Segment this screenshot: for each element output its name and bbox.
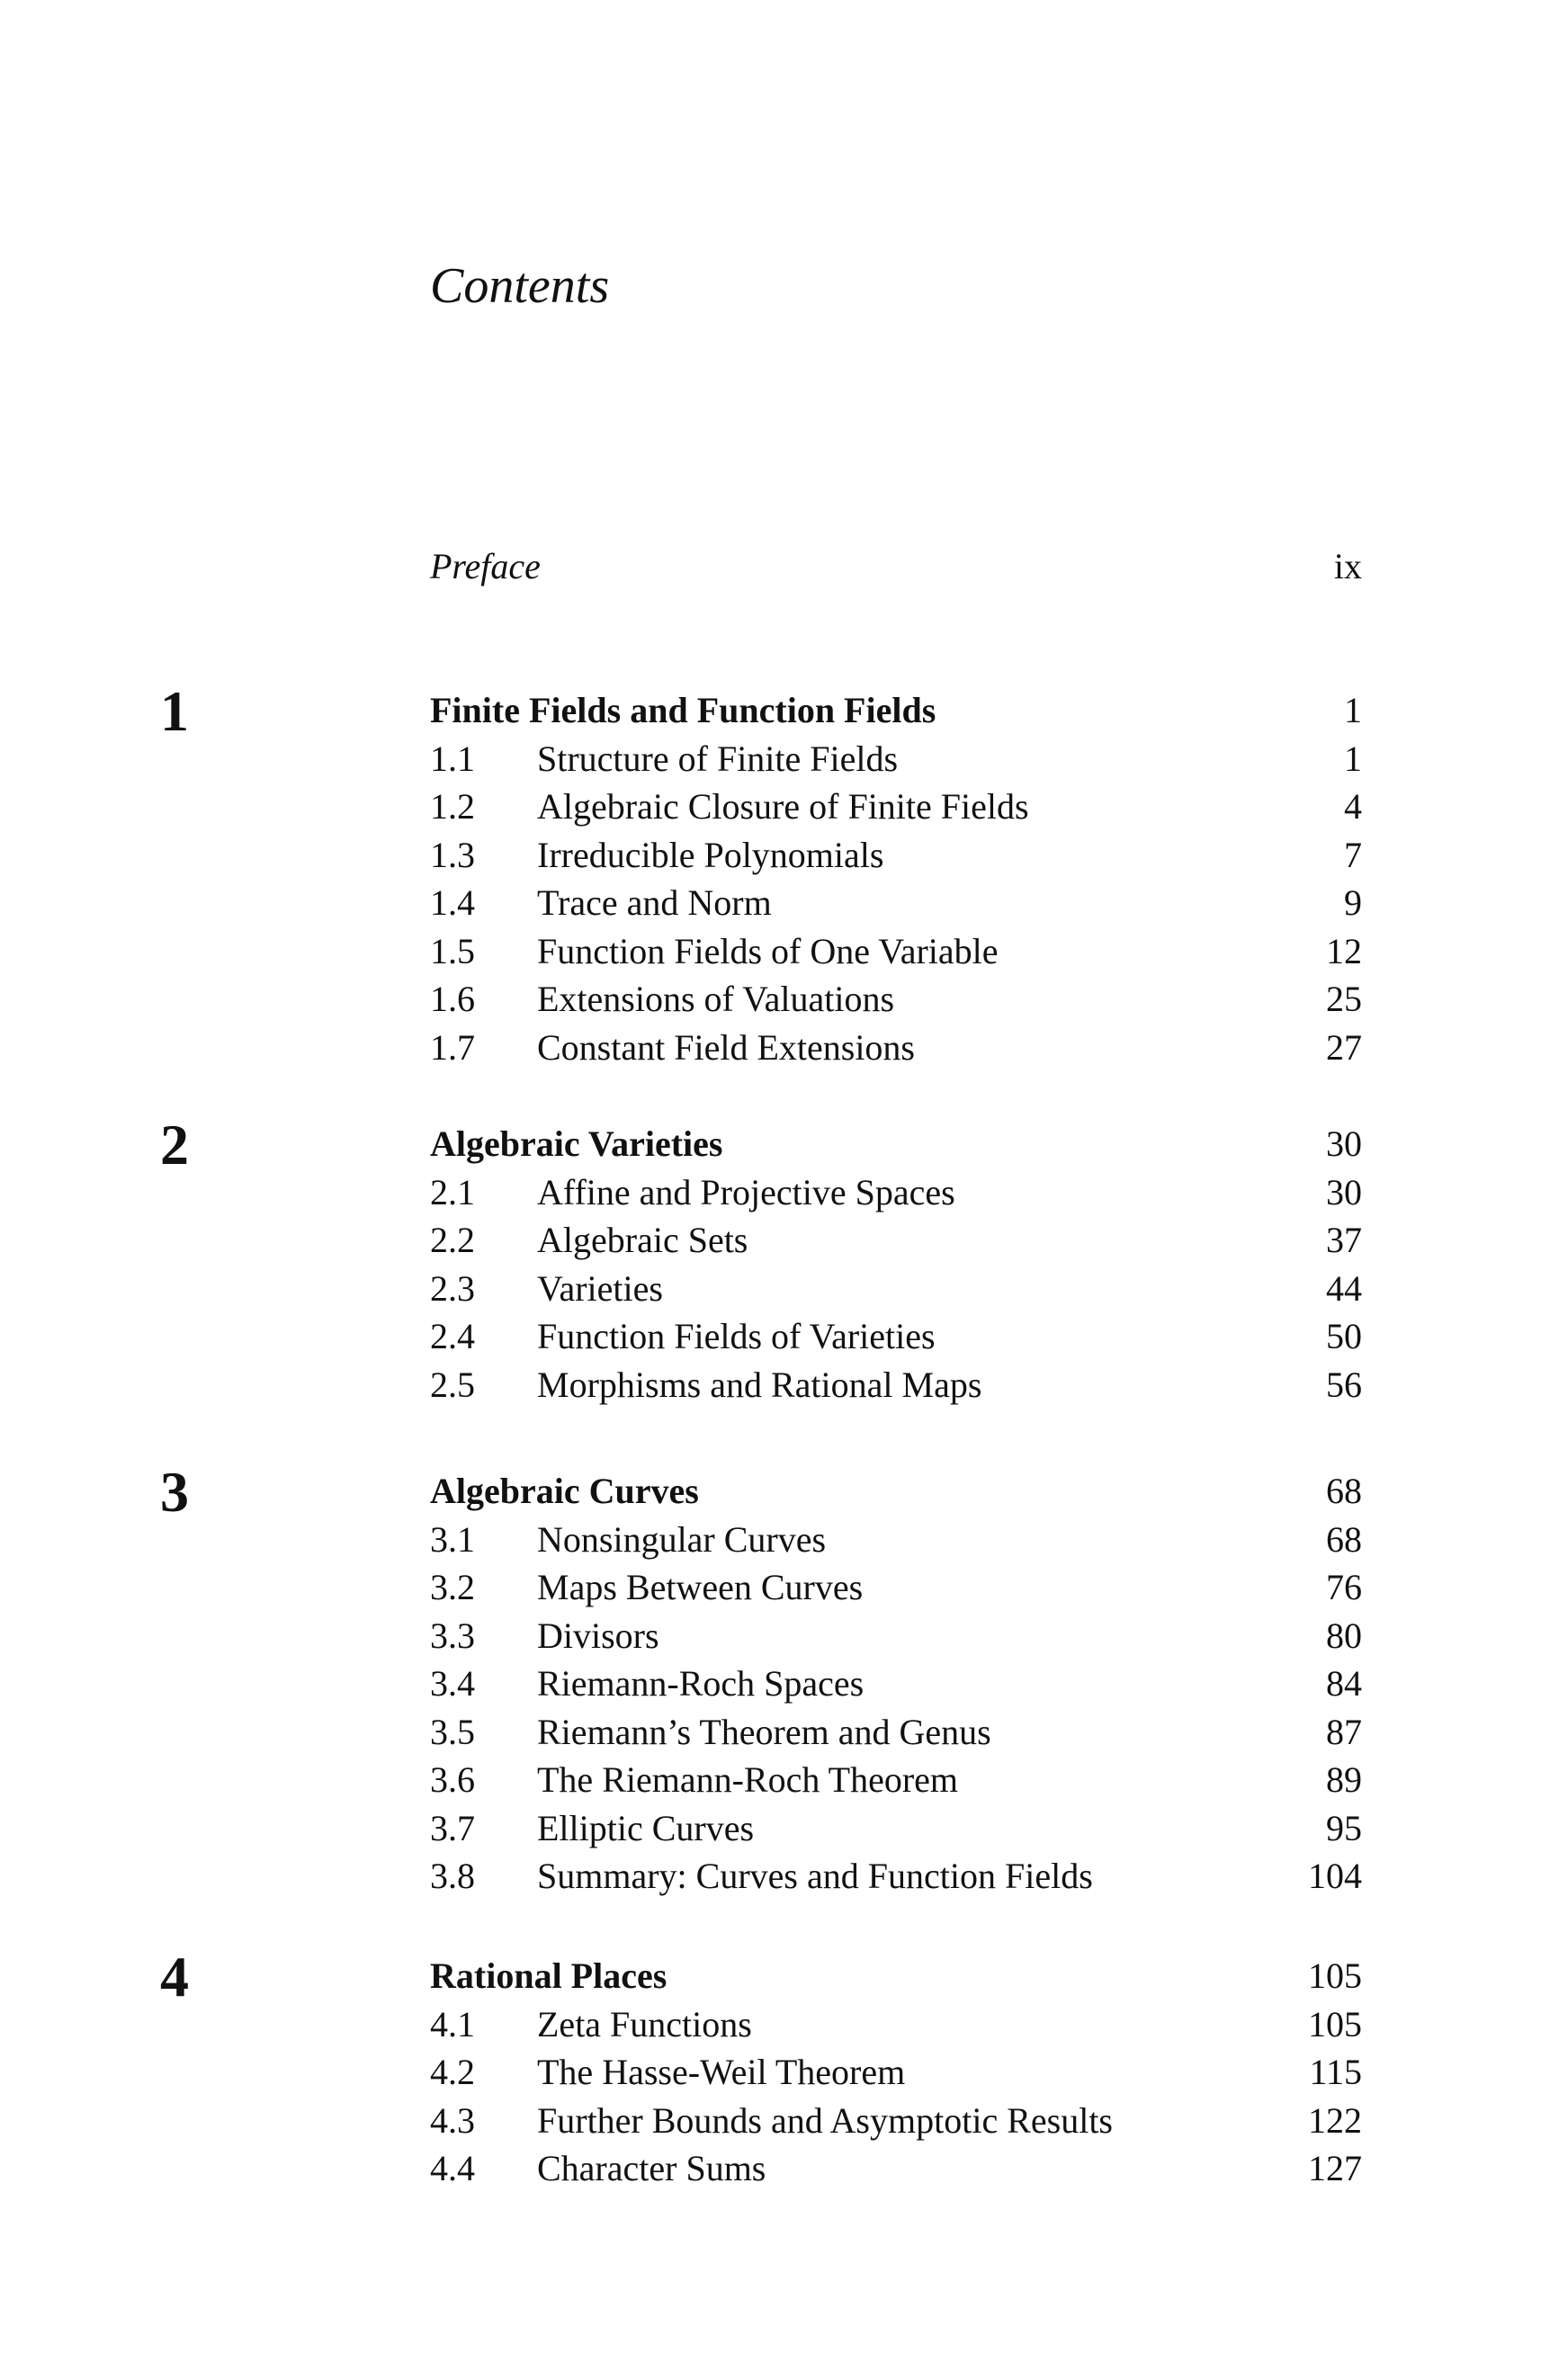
page-number: 76 [1326, 1567, 1362, 1607]
page-number: 127 [1308, 2148, 1362, 2188]
chapter-number: 4 [160, 1945, 189, 2009]
section-number: 2.1 [430, 1171, 475, 1212]
toc-entry-section[interactable] [430, 833, 1362, 881]
page-number: 30 [1326, 1171, 1362, 1212]
toc-entry-chapter[interactable] [430, 1122, 1362, 1170]
section-title: The Riemann-Roch Theorem [537, 1759, 959, 1800]
section-title: Elliptic Curves [537, 1807, 755, 1848]
page-title: Contents [430, 258, 610, 314]
page-number: 87 [1326, 1711, 1362, 1752]
page-number: 1 [1344, 690, 1362, 730]
section-number: 1.1 [430, 738, 475, 779]
page-number: 122 [1308, 2099, 1362, 2141]
section-title: Morphisms and Rational Maps [537, 1364, 982, 1405]
toc-entry-section[interactable] [430, 2050, 1362, 2098]
section-number: 3.5 [430, 1711, 475, 1752]
section-number: 3.6 [430, 1759, 475, 1800]
page-number: 80 [1326, 1615, 1362, 1656]
toc-entry-chapter[interactable] [430, 1954, 1362, 2002]
toc-entry-section[interactable] [430, 1517, 1362, 1566]
toc-entry-section[interactable] [430, 1363, 1362, 1411]
section-number: 1.2 [430, 786, 475, 827]
page-number: 68 [1326, 1518, 1362, 1560]
page-number: 50 [1326, 1316, 1362, 1356]
toc-entry-section[interactable] [430, 881, 1362, 929]
page-number: 56 [1326, 1364, 1362, 1405]
section-title: Extensions of Valuations [537, 979, 895, 1019]
section-title: Riemann-Roch Spaces [537, 1663, 865, 1704]
page-number: 68 [1326, 1471, 1362, 1511]
section-number: 1.5 [430, 930, 475, 971]
section-number: 1.7 [430, 1026, 475, 1068]
section-number: 2.2 [430, 1220, 475, 1260]
chapter-title: Algebraic Curves [430, 1471, 699, 1511]
section-title: Summary: Curves and Function Fields [537, 1856, 1093, 1896]
section-number: 3.4 [430, 1663, 475, 1704]
section-number: 3.3 [430, 1615, 475, 1656]
toc-entry-section[interactable] [430, 929, 1362, 978]
toc-entry-chapter[interactable] [430, 688, 1362, 737]
toc-entry-section[interactable] [430, 1170, 1362, 1219]
section-number: 3.2 [430, 1567, 475, 1607]
page-number: 4 [1344, 786, 1362, 827]
toc-entry-section[interactable] [430, 784, 1362, 833]
section-title: Varieties [537, 1267, 663, 1309]
section-title: Character Sums [537, 2148, 766, 2188]
section-number: 1.6 [430, 979, 475, 1019]
section-title: Riemann’s Theorem and Genus [537, 1711, 991, 1752]
toc-entry-section[interactable] [430, 977, 1362, 1025]
section-number: 4.1 [430, 2003, 475, 2044]
preface-page-number: ix [1333, 546, 1362, 586]
section-number: 2.5 [430, 1364, 475, 1405]
toc-entry-section[interactable] [430, 1218, 1362, 1266]
section-title: Nonsingular Curves [537, 1518, 827, 1560]
page-number: 44 [1326, 1267, 1362, 1309]
page-number: 25 [1326, 979, 1362, 1019]
toc-entry-section[interactable] [430, 1314, 1362, 1363]
page-number: 104 [1308, 1856, 1362, 1896]
page-number: 115 [1309, 2052, 1362, 2092]
toc-entry-section[interactable] [430, 2098, 1362, 2147]
toc-entry-section[interactable] [430, 1565, 1362, 1614]
page-number: 1 [1344, 738, 1362, 779]
section-title: Function Fields of Varieties [537, 1316, 936, 1356]
toc-entry-section[interactable] [430, 1661, 1362, 1710]
chapter-number: 2 [160, 1113, 189, 1177]
toc-entry-chapter[interactable] [430, 1469, 1362, 1517]
page-number: 9 [1344, 882, 1362, 923]
chapter-number: 3 [160, 1460, 189, 1524]
page-number: 89 [1326, 1759, 1362, 1800]
section-number: 3.7 [430, 1807, 475, 1848]
section-number: 4.2 [430, 2052, 475, 2092]
section-title: Further Bounds and Asymptotic Results [537, 2099, 1113, 2141]
chapter-title: Finite Fields and Function Fields [430, 690, 936, 730]
toc-entry-preface[interactable] [430, 544, 1362, 589]
page-number: 7 [1344, 834, 1362, 875]
toc-entry-section[interactable] [430, 2146, 1362, 2195]
toc-entry-section[interactable] [430, 1758, 1362, 1806]
section-title: Algebraic Closure of Finite Fields [537, 786, 1029, 827]
chapter-title: Algebraic Varieties [430, 1123, 723, 1164]
chapter-title: Rational Places [430, 1955, 667, 1996]
section-title: Affine and Projective Spaces [537, 1171, 955, 1212]
toc-entry-section[interactable] [430, 1806, 1362, 1855]
page-number: 105 [1308, 1955, 1362, 1996]
toc-entry-section[interactable] [430, 1025, 1362, 1074]
section-title: Trace and Norm [537, 882, 772, 923]
toc-entry-section[interactable] [430, 1614, 1362, 1662]
toc-entry-section[interactable] [430, 2002, 1362, 2051]
section-number: 4.3 [430, 2099, 475, 2141]
section-title: Constant Field Extensions [537, 1026, 915, 1068]
toc-entry-section[interactable] [430, 737, 1362, 785]
section-title: Algebraic Sets [537, 1220, 748, 1260]
preface-label: Preface [430, 546, 541, 586]
section-number: 4.4 [430, 2148, 475, 2188]
section-number: 1.4 [430, 882, 475, 923]
chapter-number: 1 [160, 679, 189, 743]
toc-entry-section[interactable] [430, 1266, 1362, 1315]
section-title: Structure of Finite Fields [537, 738, 899, 779]
section-number: 3.8 [430, 1856, 475, 1896]
section-number: 2.3 [430, 1267, 475, 1309]
toc-entry-section[interactable] [430, 1854, 1362, 1902]
section-title: Function Fields of One Variable [537, 930, 999, 971]
section-number: 2.4 [430, 1316, 475, 1356]
section-number: 3.1 [430, 1518, 475, 1560]
page-number: 105 [1308, 2003, 1362, 2044]
page-number: 12 [1326, 930, 1362, 971]
section-number: 1.3 [430, 834, 475, 875]
section-title: The Hasse-Weil Theorem [537, 2052, 906, 2092]
section-title: Divisors [537, 1615, 659, 1656]
section-title: Irreducible Polynomials [537, 834, 884, 875]
page-number: 27 [1326, 1026, 1362, 1068]
toc-entry-section[interactable] [430, 1710, 1362, 1758]
page-number: 37 [1326, 1220, 1362, 1260]
section-title: Maps Between Curves [537, 1567, 864, 1607]
page-number: 84 [1326, 1663, 1362, 1704]
section-title: Zeta Functions [537, 2003, 752, 2044]
page-number: 30 [1326, 1123, 1362, 1164]
page-number: 95 [1326, 1807, 1362, 1848]
